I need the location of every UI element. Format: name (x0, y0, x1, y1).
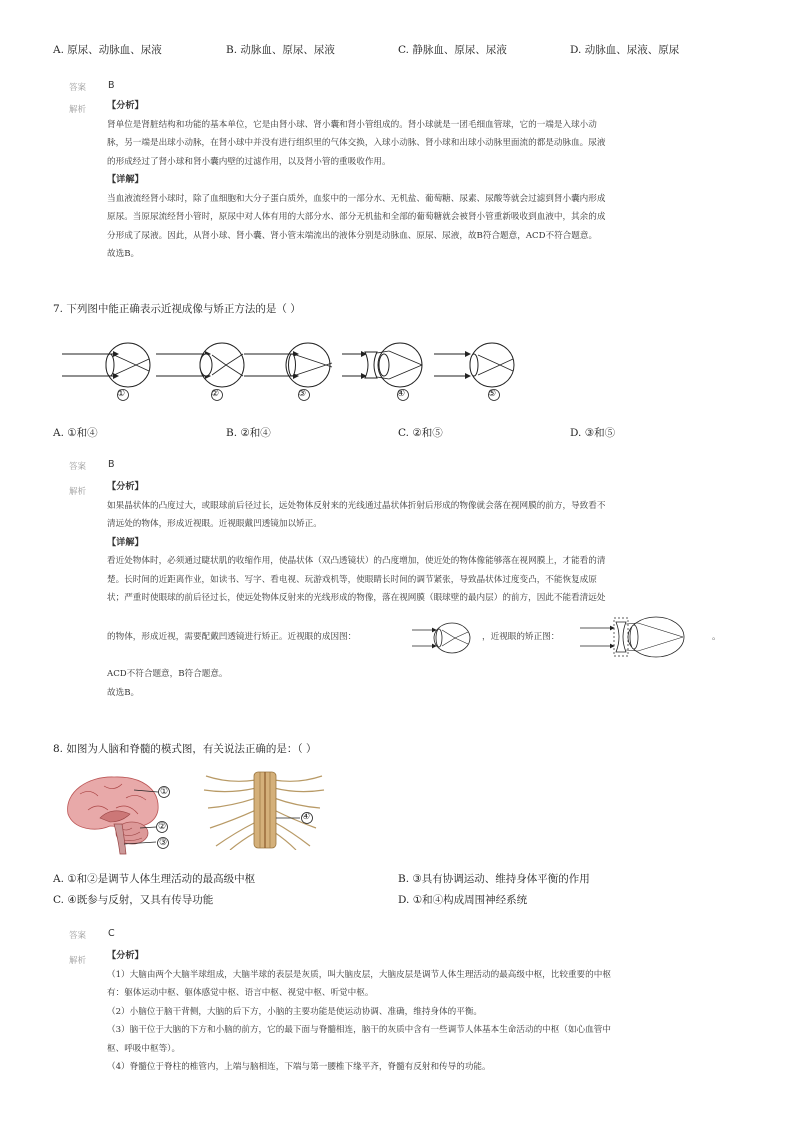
q8-analysis-line: 枢、呼吸中枢等）。 (107, 1043, 181, 1054)
q7-analysis (107, 478, 727, 608)
eye-diagram-2 (156, 343, 244, 387)
spinal-label-4: ④ (302, 812, 311, 822)
q7-option-a: A. ①和④ (53, 427, 98, 439)
q8-fenxi-head: 【分析】 (107, 950, 144, 961)
q8-answer-label: 答案 (69, 931, 87, 941)
q8-answer: C (108, 928, 115, 939)
q7-conclusion: ACD不符合题意，B符合题意。 (107, 669, 228, 679)
q7-option-c: C. ②和⑤ (398, 427, 443, 439)
q8-analysis-line: （1）大脑由两个大脑半球组成，大脑半球的表层是灰质，叫大脑皮层，大脑皮层是调节人体生理活动的最高级中枢，比较重要的中枢 (107, 969, 611, 980)
brain-label-2: ② (158, 822, 167, 832)
q6-fenxi-line: 的形成经过了肾小球和肾小囊内壁的过滤作用，以及肾小管的重吸收作用。 (107, 156, 391, 167)
q7-xiangjie-head: 【详解】 (107, 536, 144, 548)
eye-diagram-4 (342, 343, 422, 387)
q8-question: 8. 如图为人脑和脊髓的模式图，有关说法正确的是：（ ） (53, 743, 317, 755)
q6-analysis (107, 97, 727, 264)
q6-option-b: B. 动脉血、原尿、尿液 (226, 44, 335, 56)
q7-fenxi-line: 清远处的物体，形成近视眼。近视眼戴凹透镜加以矫正。 (107, 519, 322, 529)
q8-analysis-label: 解析 (69, 956, 87, 966)
q6-option-d: D. 动脉血、尿液、原尿 (570, 44, 680, 56)
q7-question: 7. 下列图中能正确表示近视成像与矫正方法的是（ ） (53, 303, 301, 315)
concave-lens-icon (616, 622, 626, 652)
eye-label-3: ③ (298, 389, 307, 399)
q6-xiangjie-line: 原尿。当原尿流经肾小管时，原尿中对人体有用的大部分水、部分无机盐和全部的葡萄糖就会被肾小管重新吸收到血液中，其余的成 (107, 212, 606, 222)
q6-option-c: C. 静脉血、原尿、尿液 (398, 44, 507, 56)
q7-line4-a: 的物体，形成近视，需要配戴凹透镜进行矫正。近视眼的成因图： (107, 632, 357, 642)
eye-label-5: ⑤ (488, 389, 497, 399)
q6-fenxi-line: 脉，另一端是出球小动脉，在肾小球中并没有进行组织里的气体交换，入球小动脉、肾小球和出球小动脉里面流的都是动脉血。尿液 (107, 138, 606, 148)
q8-analysis-line: （4）脊髓位于脊柱的椎管内，上端与脑相连，下端与第一腰椎下缘平齐，脊髓有反射和传导的功能。 (107, 1062, 491, 1072)
q7-analysis-label: 解析 (69, 487, 87, 497)
eye-label-4: ④ (397, 389, 406, 399)
q6-xiangjie-head: 【详解】 (107, 174, 144, 185)
q6-answer-label: 答案 (69, 83, 87, 93)
brain-label-1: ① (160, 787, 169, 797)
q8-analysis-line: （2）小脑位于脑干背侧，大脑的后下方，小脑的主要功能是使运动协调、准确，维持身体的平衡。 (107, 1006, 483, 1017)
q7-fenxi-line: 如果晶状体的凸度过大，或眼球前后径过长，远处物体反射来的光线通过晶状体折射后形成的物像就会落在视网膜的前方，导致看不 (107, 500, 606, 511)
q7-line4-b: ，近视眼的矫正图： (482, 632, 560, 642)
q7-final: 故选B。 (107, 688, 140, 698)
brain-label-3: ③ (159, 838, 168, 848)
eye-label-1: ① (117, 389, 126, 399)
q6-analysis-label: 解析 (69, 105, 87, 115)
q7-line4-c: 。 (712, 632, 721, 642)
spinal-cord-diagram (200, 770, 330, 850)
eye-diagram-5 (434, 343, 514, 387)
q7-answer-label: 答案 (69, 462, 87, 472)
q8-option-a: A. ①和②是调节人体生理活动的最高级中枢 (53, 873, 256, 885)
q6-xiangjie-line: 故选B。 (107, 249, 140, 259)
q6-option-a: A. 原尿、动脉血、尿液 (53, 44, 162, 56)
q6-answer: B (108, 80, 115, 91)
eye-diagram-1 (62, 343, 150, 387)
q8-option-b: B. ③具有协调运动、维持身体平衡的作用 (398, 873, 590, 885)
q7-answer: B (108, 459, 115, 470)
q8-option-c: C. ④既参与反射，又具有传导功能 (53, 894, 214, 906)
q7-fenxi-head: 【分析】 (107, 481, 144, 492)
eye-label-2: ② (211, 389, 220, 399)
q7-option-b: B. ②和④ (226, 427, 271, 439)
q6-fenxi-line: 肾单位是肾脏结构和功能的基本单位，它是由肾小球、肾小囊和肾小管组成的。肾小球就是一团毛细血管球，它的一端是入球小动 (107, 119, 597, 130)
myopia-correction-diagram (578, 612, 690, 662)
q7-option-d: D. ③和⑤ (570, 427, 616, 439)
q8-option-d: D. ①和④构成周围神经系统 (398, 894, 528, 906)
myopia-cause-diagram (410, 620, 472, 656)
q8-analysis (107, 947, 727, 1077)
q7-xiangjie-line: 楚。长时间的近距离作业，如读书、写字、看电视、玩游戏机等，使眼睛长时间的调节紧张，导致晶状体过度变凸，不能恢复成原 (107, 574, 597, 585)
concave-lens-icon (365, 352, 377, 378)
q7-eye-diagrams (60, 340, 530, 406)
eye-diagram-3 (244, 343, 332, 387)
q7-xiangjie-line: 状；严重时使眼球的前后径过长，使远处物体反射来的光线形成的物像，落在视网膜（眼球壁的最内层）的前方，因此不能看清远处 (107, 593, 606, 603)
q7-xiangjie-line: 看近处物体时，必须通过睫状肌的收缩作用，使晶状体（双凸透镜状）的凸度增加，使近处的物体像能够落在视网膜上，才能看的清 (107, 556, 606, 566)
q8-analysis-line: （3）脑干位于大脑的下方和小脑的前方，它的最下面与脊髓相连，脑干的灰质中含有一些调节人体基本生命活动的中枢（如心血管中 (107, 1025, 611, 1035)
q6-xiangjie-line: 当血液流经肾小球时，除了血细胞和大分子蛋白质外，血浆中的一部分水、无机盐、葡萄糖、尿素、尿酸等就会过滤到肾小囊内形成 (107, 193, 606, 204)
q6-xiangjie-line: 分形成了尿液。因此，从肾小球、肾小囊、肾小管末端流出的液体分别是动脉血、原尿、尿液，故B符合题意，ACD不符合题意。 (107, 230, 598, 241)
q8-analysis-line: 有：躯体运动中枢、躯体感觉中枢、语言中枢、视觉中枢、听觉中枢。 (107, 988, 374, 998)
q6-fenxi-head: 【分析】 (107, 100, 144, 111)
